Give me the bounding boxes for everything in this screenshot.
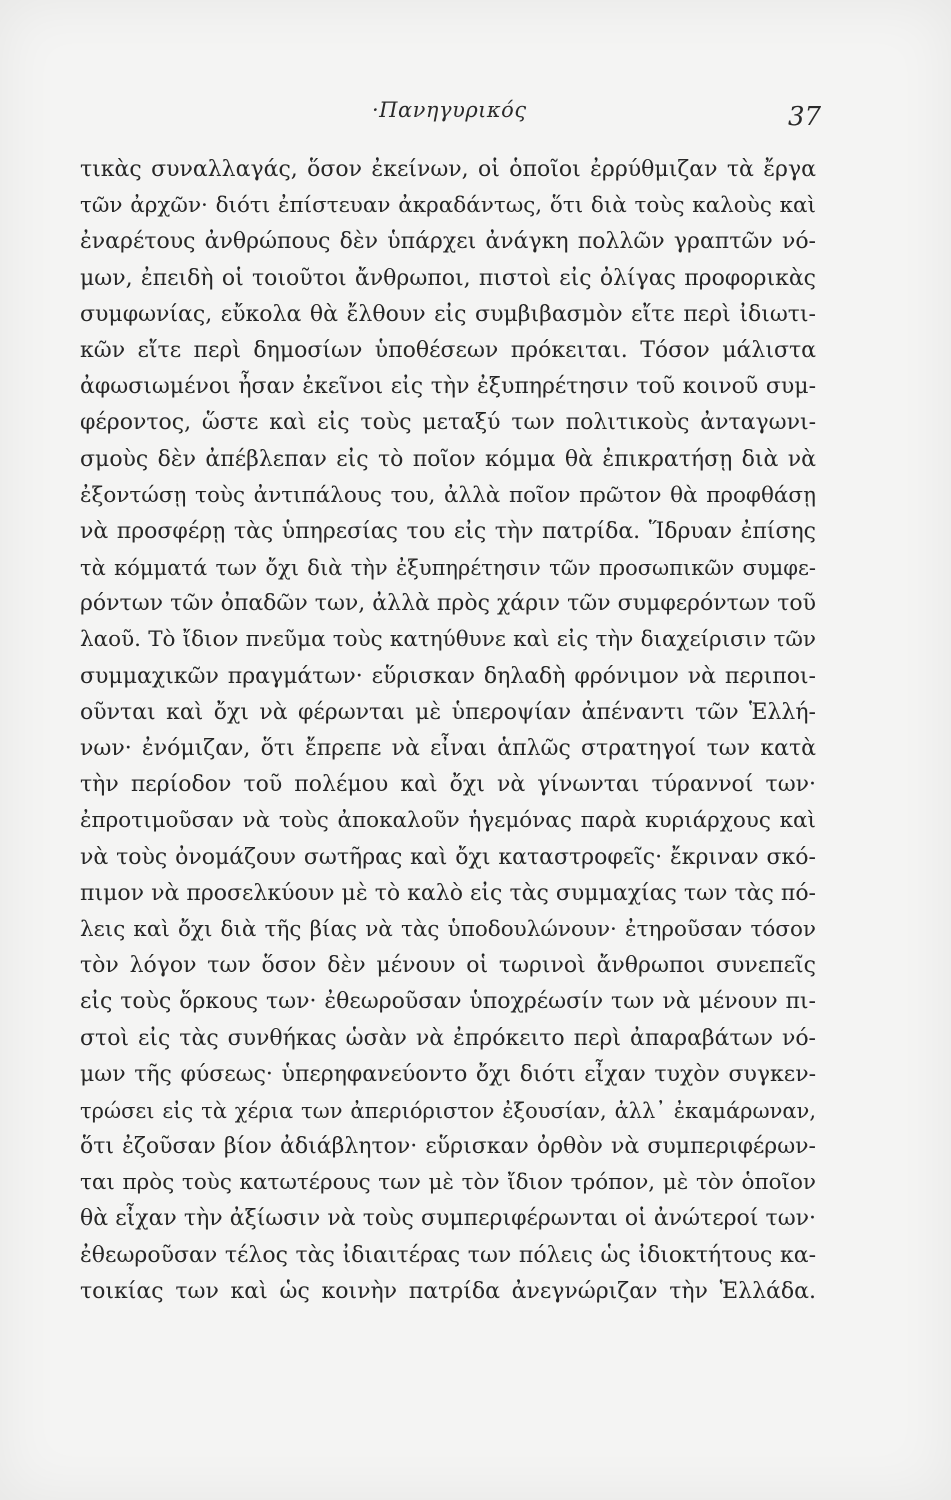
text-line: πιμον νὰ προσελκύουν μὲ τὸ καλὸ εἰς τὰς συμμαχίας των τὰς πό- [80, 880, 816, 906]
text-line: οῦνται καὶ ὄχι νὰ φέρωνται μὲ ὑπεροψίαν ἀπέναντι τῶν Ἑλλή- [80, 699, 816, 725]
body-text [80, 152, 816, 1310]
text-line: εἰς τοὺς ὅρκους των· ἐθεωροῦσαν ὑποχρέωσίν των νὰ μένουν πι- [80, 989, 816, 1015]
text-line: στοὶ εἰς τὰς συνθήκας ὡσὰν νὰ ἐπρόκειτο περὶ ἀπαραβάτων νό- [80, 1025, 816, 1051]
text-line: ἐπροτιμοῦσαν νὰ τοὺς ἀποκαλοῦν ἡγεμόνας παρὰ κυριάρχους καὶ [80, 808, 816, 834]
text-line: ἐναρέτους ἀνθρώπους δὲν ὑπάρχει ἀνάγκη πολλῶν γραπτῶν νό- [80, 229, 816, 255]
text-line: τὰ κόμματά των ὄχι διὰ τὴν ἐξυπηρέτησιν τῶν προσωπικῶν συμφε- [80, 556, 816, 581]
text-line: νὰ τοὺς ὀνομάζουν σωτῆρας καὶ ὄχι καταστροφεῖς· ἔκριναν σκό- [80, 844, 816, 870]
text-line: ἐθεωροῦσαν τέλος τὰς ἰδιαιτέρας των πόλεις ὡς ἰδιοκτήτους κα- [80, 1242, 816, 1268]
text-line: νων· ἐνόμιζαν, ὅτι ἔπρεπε νὰ εἶναι ἁπλῶς στρατηγοί των κατὰ [80, 736, 816, 761]
text-line: συμμαχικῶν πραγμάτων· εὕρισκαν δηλαδὴ φρόνιμον νὰ περιποι- [80, 663, 816, 689]
text-line: φέροντος, ὥστε καὶ εἰς τοὺς μεταξύ των πολιτικοὺς ἀνταγωνι- [80, 410, 816, 436]
text-line: μων τῆς φύσεως· ὑπερηφανεύοντο ὄχι διότι εἶχαν τυχὸν συγκεν- [80, 1061, 816, 1087]
text-line: ὅτι ἐζοῦσαν βίον ἀδιάβλητον· εὕρισκαν ὀρθὸν νὰ συμπεριφέρων- [80, 1134, 816, 1160]
text-line: θὰ εἶχαν τὴν ἀξίωσιν νὰ τοὺς συμπεριφέρωνται οἱ ἀνώτεροί των· [80, 1206, 816, 1232]
text-line: σμοὺς δὲν ἀπέβλεπαν εἰς τὸ ποῖον κόμμα θὰ ἐπικρατήσῃ διὰ νὰ [80, 446, 816, 472]
text-line: τρώσει εἰς τὰ χέρια των ἀπεριόριστον ἐξουσίαν, ἀλλ᾿ ἐκαμάρωναν, [80, 1098, 816, 1123]
text-line: ται πρὸς τοὺς κατωτέρους των μὲ τὸν ἴδιον τρόπον, μὲ τὸν ὁποῖον [80, 1170, 816, 1196]
text-line: τοικίας των καὶ ὡς κοινὴν πατρίδα ἀνεγνώριζαν τὴν Ἑλλάδα. [80, 1278, 816, 1304]
page-number: 37 [788, 102, 822, 132]
text-line: συμφωνίας, εὔκολα θὰ ἔλθουν εἰς συμβιβασμὸν εἴτε περὶ ἰδιωτι- [80, 301, 816, 327]
running-title: ·Πανηγυρικός [372, 98, 527, 122]
text-line: ἀφωσιωμένοι ἦσαν ἐκεῖνοι εἰς τὴν ἐξυπηρέτησιν τοῦ κοινοῦ συμ- [80, 374, 816, 400]
text-line: μων, ἐπειδὴ οἱ τοιοῦτοι ἄνθρωποι, πιστοὶ εἰς ὀλίγας προφορικὰς [80, 265, 816, 291]
text-line: λεις καὶ ὄχι διὰ τῆς βίας νὰ τὰς ὑποδουλώνουν· ἐτηροῦσαν τόσον [80, 916, 816, 942]
text-line: τῶν ἀρχῶν· διότι ἐπίστευαν ἀκραδάντως, ὅτι διὰ τοὺς καλοὺς καὶ [80, 193, 816, 219]
text-line: τὴν περίοδον τοῦ πολέμου καὶ ὄχι νὰ γίνωνται τύραννοί των· [80, 772, 816, 798]
text-line: τὸν λόγον των ὅσον δὲν μένουν οἱ τωρινοὶ ἄνθρωποι συνεπεῖς [80, 953, 816, 979]
text-line: τικὰς συναλλαγάς, ὅσον ἐκείνων, οἱ ὁποῖοι ἐρρύθμιζαν τὰ ἔργα [80, 157, 816, 182]
text-line: κῶν εἴτε περὶ δημοσίων ὑποθέσεων πρόκειται. Τόσον μάλιστα [80, 337, 816, 363]
text-line: λαοῦ. Τὸ ἴδιον πνεῦμα τοὺς κατηύθυνε καὶ εἰς τὴν διαχείρισιν τῶν [80, 627, 816, 653]
text-line: νὰ προσφέρῃ τὰς ὑπηρεσίας του εἰς τὴν πατρίδα. Ἵδρυαν ἐπίσης [80, 518, 816, 544]
text-line: ἐξοντώσῃ τοὺς ἀντιπάλους του, ἀλλὰ ποῖον πρῶτον θὰ προφθάσῃ [80, 482, 816, 508]
text-line: ρόντων τῶν ὀπαδῶν των, ἀλλὰ πρὸς χάριν τῶν συμφερόντων τοῦ [80, 591, 816, 617]
